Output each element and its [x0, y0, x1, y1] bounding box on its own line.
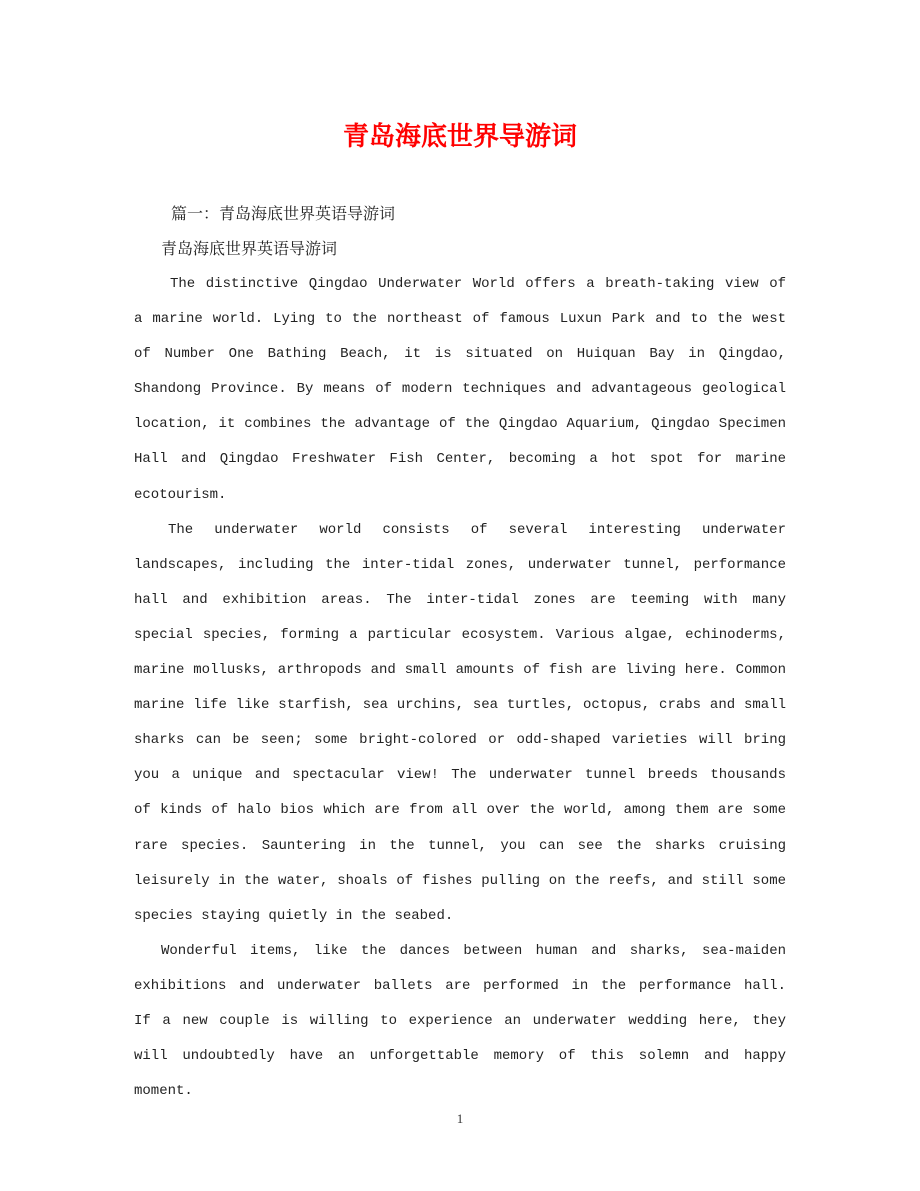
text-line: If a new couple is willing to experience an underwater wedding here, they — [134, 1012, 786, 1029]
text-line: of kinds of halo bios which are from all over the world, among them are some — [134, 802, 786, 819]
text-line: The underwater world consists of several interesting underwater — [168, 521, 786, 538]
text-line: location, it combines the advantage of the Qingdao Aquarium, Qingdao Specimen — [134, 416, 786, 433]
text-line: sharks can be seen; some bright-colored or odd-shaped varieties will bring — [134, 732, 786, 749]
text-line: marine life like starfish, sea urchins, sea turtles, octopus, crabs and small — [134, 697, 786, 714]
text-line: you a unique and spectacular view! The underwater tunnel breeds thousands — [134, 767, 786, 784]
text-line: rare species. Sauntering in the tunnel, you can see the sharks cruising — [134, 837, 786, 854]
paragraph — [134, 513, 786, 934]
text-line: species staying quietly in the seabed. — [134, 907, 454, 924]
paragraph — [134, 934, 786, 1100]
text-line: leisurely in the water, shoals of fishes pulling on the reefs, and still some — [134, 872, 786, 889]
text-line: Hall and Qingdao Freshwater Fish Center, becoming a hot spot for marine — [134, 451, 786, 468]
text-line: a marine world. Lying to the northeast of famous Luxun Park and to the west — [134, 311, 786, 328]
text-line: landscapes, including the inter-tidal zones, underwater tunnel, performance — [134, 556, 786, 573]
text-line: exhibitions and underwater ballets are performed in the performance hall. — [134, 977, 786, 994]
page-number: 1 — [456, 1111, 464, 1126]
text-line: hall and exhibition areas. The inter-tidal zones are teeming with many — [134, 591, 786, 608]
document-title: 青岛海底世界导游词 — [342, 122, 577, 152]
text-line: ecotourism. — [134, 486, 227, 503]
text-line: will undoubtedly have an unforgettable memory of this solemn and happy moment. — [134, 1048, 786, 1100]
text-line: Shandong Province. By means of modern techniques and advantageous geological — [134, 381, 786, 398]
document-body — [134, 267, 786, 1100]
text-line: The distinctive Qingdao Underwater World offers a breath-taking view of — [170, 276, 786, 292]
section-heading: 篇一：青岛海底世界英语导游词 — [171, 204, 396, 223]
subheading: 青岛海底世界英语导游词 — [161, 239, 338, 258]
text-line: Wonderful items, like the dances between human and sharks, sea-maiden — [161, 942, 786, 959]
text-line: marine mollusks, arthropods and small amounts of fish are living here. Common — [134, 662, 786, 679]
text-line: of Number One Bathing Beach, it is situated on Huiquan Bay in Qingdao, — [134, 346, 786, 363]
paragraph — [134, 267, 786, 513]
text-line: special species, forming a particular ecosystem. Various algae, echinoderms, — [134, 626, 786, 643]
